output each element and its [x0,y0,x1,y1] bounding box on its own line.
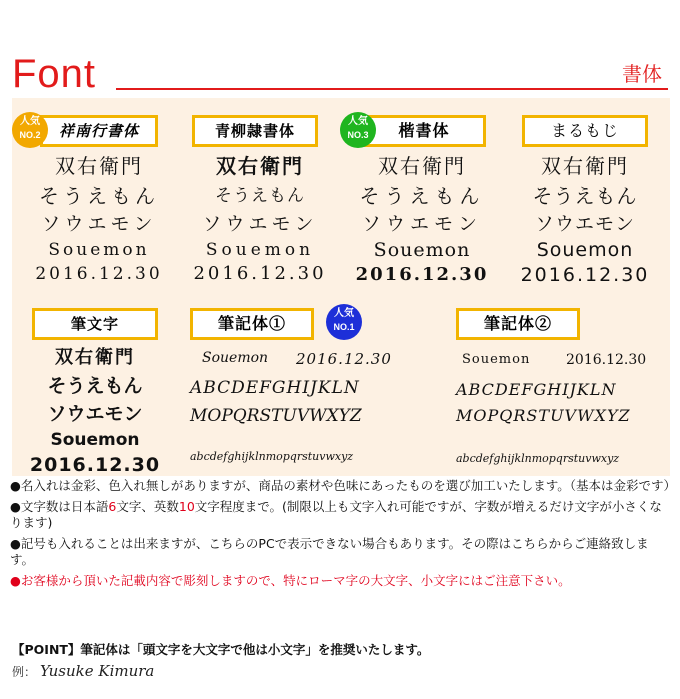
sample-hiragana: そうえもん [359,184,485,208]
sample-romaji: Souemon [50,430,140,450]
sample-fudemoji [10,344,180,478]
sample-hikkitai-2-lower: abcdefghijklnmopqrstuvwxyz [456,452,620,465]
point-note: 【POINT】筆記体は「頭文字を大文字で他は小文字」を推奨いたします。 [12,642,430,657]
sample-aoyagi [180,150,340,286]
badge-rank: NO.3 [347,130,369,140]
sample-hikkitai-1-upper-1: ABCDEFGHIJKLN [190,378,360,398]
sample-date: 2016.12.30 [355,264,489,285]
sample-kaisho [344,150,500,288]
sample-romaji: Souemon [536,239,634,261]
sample-katakana: ソウエモン [41,213,157,235]
font-label-hikkitai-1: 筆記体① [190,308,314,340]
note-number-en: 10 [178,499,195,514]
sample-hiragana: そうえもん [47,375,143,397]
font-label-kaisho: 楷書体 [362,115,486,147]
sample-hikkitai-1-upper-2: MOPQRSTUVWXYZ [190,406,362,426]
note-text: 文字程度まで。(制限以上も文字入れ可能ですが、字数が増えるだけ文字が小さくなります) [10,499,662,530]
note-text: ●文字数は日本語 [10,499,109,514]
badge-rank: NO.1 [333,322,355,332]
sample-kanji: 双右衛門 [541,154,629,178]
badge-label: 人気 [20,116,40,127]
sample-date: 2016.12.30 [29,454,161,476]
note-color: ●名入れは金彩、色入れ無しがありますが、商品の素材や色味にあったものを選び加工いたします。（基本は金彩です） [10,478,677,493]
note-char-count [10,499,670,531]
popular-badge-no2 [12,112,48,148]
badge-label: 人気 [348,116,368,127]
sample-hikkitai-2-upper-1: ABCDEFGHIJKLN [456,380,617,399]
sample-katakana: ソウエモン [47,403,143,425]
sample-hiragana: そうえもん [39,184,159,208]
note-text: 文字、英数 [116,499,179,514]
sample-hikkitai-2-upper-2: MOPQRSTUVWXYZ [456,406,631,425]
sample-kanji: 双右衛門 [55,347,135,368]
sample-date: 2016.12.30 [193,263,327,284]
sample-date: 2016.12.30 [35,264,163,284]
sample-shonan [14,150,184,286]
sample-date: 2016.12.30 [520,264,650,286]
sample-hikkitai-1-lower: abcdefghijklnmopqrstuvwxyz [190,450,354,463]
font-label-fudemoji: 筆文字 [32,308,158,340]
note-caution: ●お客様から頂いた記載内容で彫刻しますので、特にローマ字の大文字、小文字にはご注意下さい。 [10,573,571,588]
example-label: 例： [12,665,37,679]
font-label-marumoji: まるもじ [522,115,648,147]
notes [10,478,677,594]
sample-romaji: Souemon [373,239,471,261]
sample-hiragana: そうえもん [532,184,638,208]
sample-hiragana: そうえもん [215,186,305,206]
font-label-aoyagi: 青柳隷書体 [192,115,318,147]
font-label-shonan: 祥南行書体 [40,115,158,147]
sample-romaji: Souemon [48,240,150,260]
font-label-hikkitai-2: 筆記体② [456,308,580,340]
sample-katakana: ソウエモン [361,213,482,235]
sample-katakana: ソウエモン [534,213,635,235]
header-font-title: Font [12,52,97,96]
badge-label: 人気 [334,308,354,319]
sample-katakana: ソウエモン [202,213,318,235]
sample-kanji: 双右衛門 [55,154,143,178]
example [12,662,154,680]
sample-hikkitai-2-date: 2016.12.30 [566,352,647,368]
example-signature: Yusuke Kimura [40,662,155,680]
popular-badge-no3 [340,112,376,148]
note-number-jp: 6 [108,499,117,514]
sample-marumoji [500,150,670,288]
header-rule [116,88,668,90]
sample-kanji: 双右衛門 [216,154,304,178]
note-symbols: ●記号も入れることは出来ますが、こちらのPCで表示できない場合もあります。その際はこちらからご連絡致します。 [10,536,649,567]
header-shotai-label: 書体 [622,62,662,86]
sample-hikkitai-1-romaji: Souemon [202,350,269,366]
sample-kanji: 双右衛門 [378,154,466,178]
sample-romaji: Souemon [205,240,315,260]
sample-hikkitai-2-romaji: Souemon [462,352,531,367]
popular-badge-no1 [326,304,362,340]
sample-hikkitai-1-date: 2016.12.30 [296,350,392,368]
badge-rank: NO.2 [19,130,41,140]
